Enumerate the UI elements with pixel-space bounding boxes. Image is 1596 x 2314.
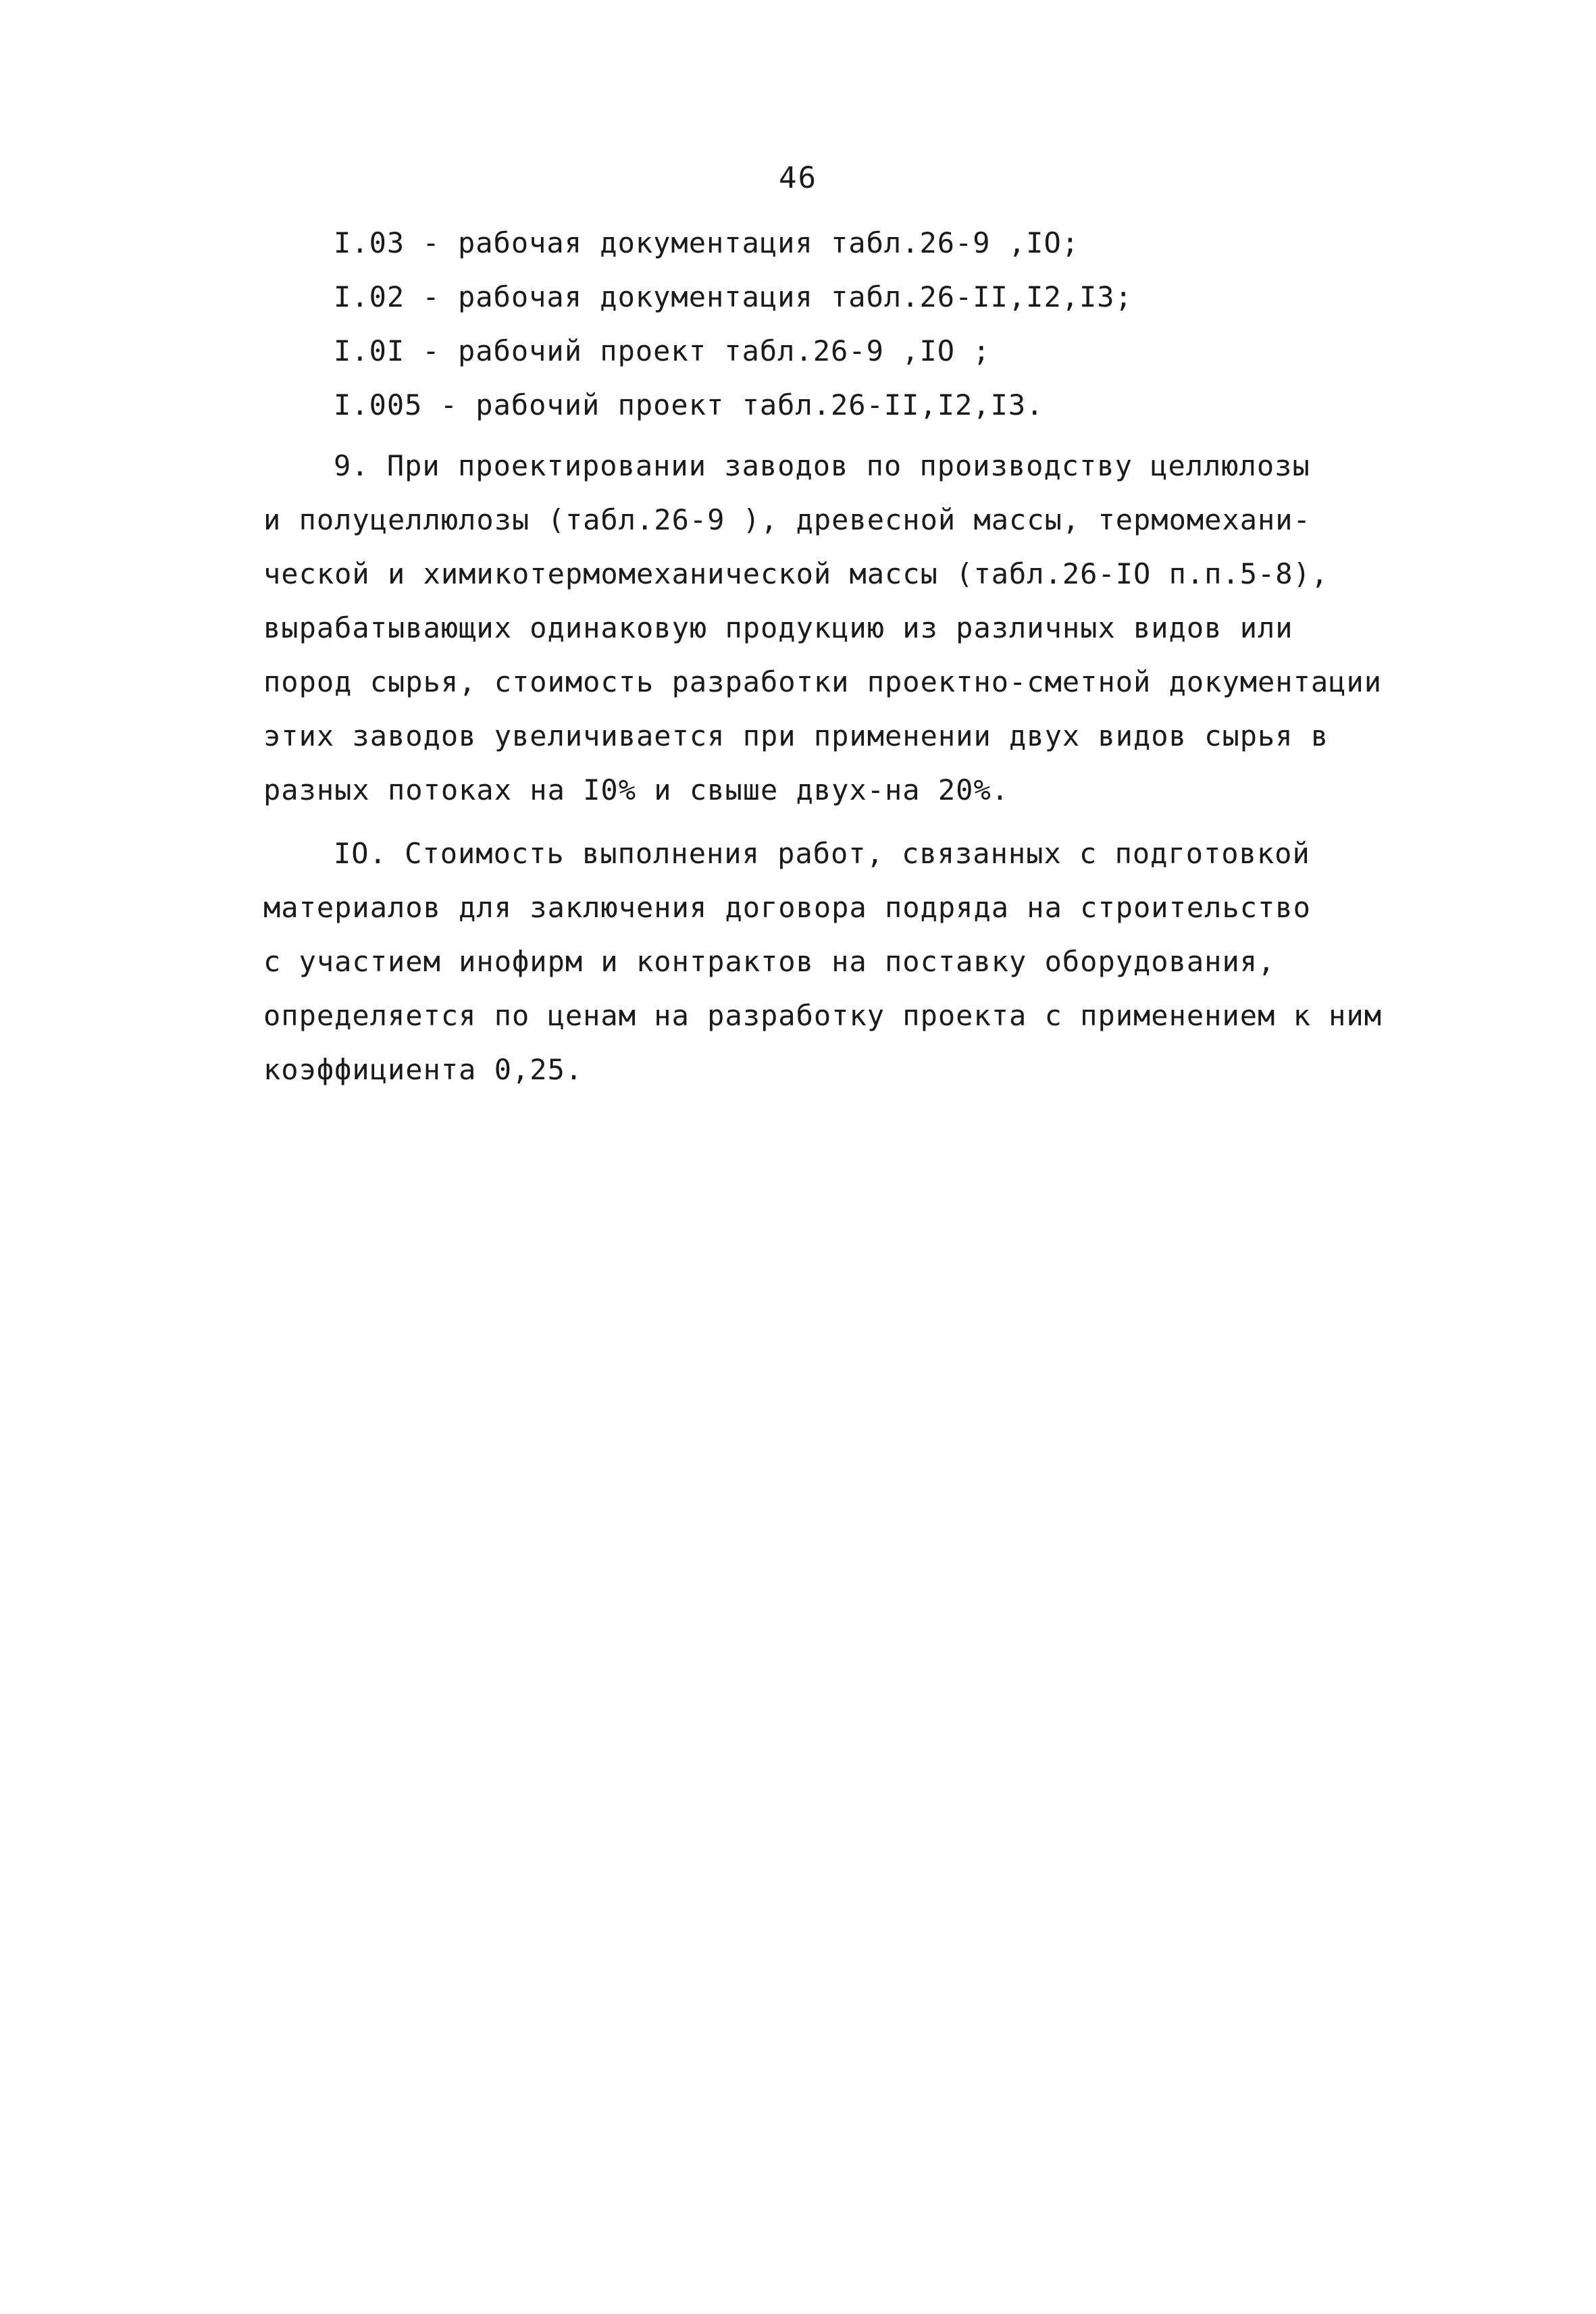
paragraph-line: 9. При проектировании заводов по производству целлюлозы [334, 449, 1310, 482]
paragraph-line: материалов для заключения договора подряда на строительство [263, 891, 1311, 924]
paragraph-9 [263, 439, 1383, 817]
coefficient-line: I.005 - рабочий проект табл.26-II,I2,I3. [334, 388, 1044, 421]
paragraph-line: ческой и химикотермомеханической массы (табл.26-IO п.п.5-8), [263, 557, 1329, 590]
coefficient-list [263, 216, 1358, 432]
paragraph-line: коэффициента 0,25. [263, 1053, 584, 1086]
paragraph-10 [263, 827, 1383, 1097]
paragraph-line: и полуцеллюлозы (табл.26-9 ), древесной массы, термомехани- [263, 503, 1311, 536]
paragraph-line: определяется по ценам на разработку проекта с применением к ним [263, 999, 1383, 1032]
paragraph-line: этих заводов увеличивается при применении двух видов сырья в [263, 719, 1329, 752]
document-body [263, 216, 1383, 1097]
paragraph-line: разных потоках на I0% и свыше двух-на 20%. [263, 773, 1010, 806]
coefficient-line: I.02 - рабочая документация табл.26-II,I2,I3; [334, 280, 1133, 313]
paragraph-line: IO. Стоимость выполнения работ, связанных с подготовкой [334, 837, 1310, 870]
coefficient-line: I.0I - рабочий проект табл.26-9 ,IO ; [334, 334, 991, 367]
paragraph-line: вырабатывающих одинаковую продукцию из различных видов или [263, 611, 1293, 644]
page-number: 46 [779, 161, 817, 195]
paragraph-line: пород сырья, стоимость разработки проектно-сметной документации [263, 665, 1383, 698]
coefficient-line: I.03 - рабочая документация табл.26-9 ,IO; [334, 226, 1080, 259]
paragraph-line: с участием инофирм и контрактов на поставку оборудования, [263, 945, 1276, 978]
